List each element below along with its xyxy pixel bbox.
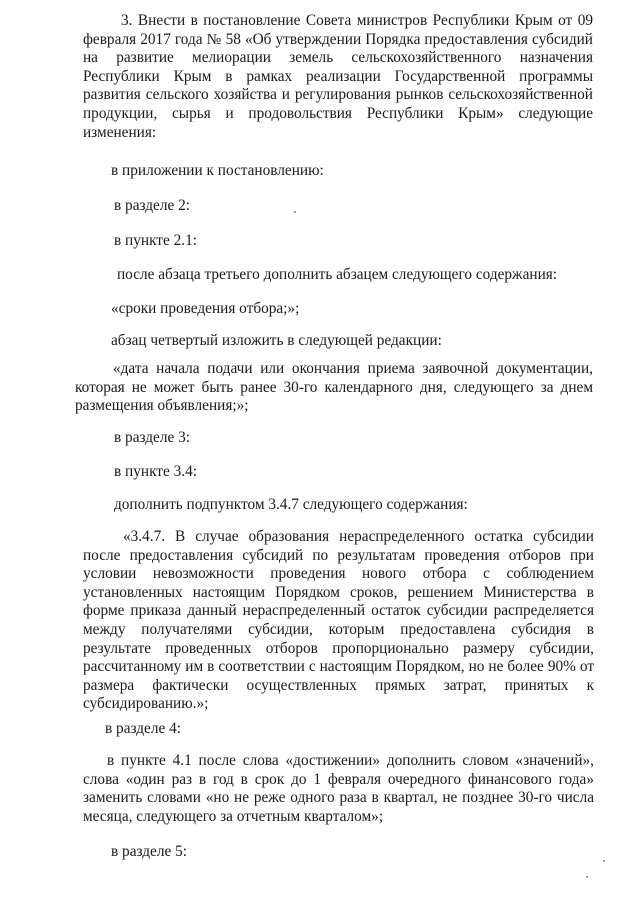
paragraph-selection-deadlines: «сроки проведения отбора;»; [111,300,300,317]
paragraph-add-subpoint-3-4-7: дополнить подпунктом 3.4.7 следующего содержания: [114,496,468,513]
paragraph-item-3-amendment-intro: 3. Внести в постановление Совета министров Республики Крым от 09 февраля 2017 года № 58 «Об утверждении Порядка предоставления субсидий на развитие мелиорации земель сельскохозяйственного назначения Республики Крым в рамках реализации Государственной программы развития сельского хозяйства и регулирования рынков сельскохозяйственной продукции, сырья и продовольствия Республики Крым» следующие изменения: [83,12,593,141]
paragraph-point-4-1-amendment: в пункте 4.1 после слова «достижении» дополнить словом «значений», слова «один раз в год в срок до 1 февраля очередного финансового года» заменить словами «но не реже одного раза в квартал, не позднее 30-го числа месяца, следующего за отчетным кварталом»; [83,752,594,825]
paragraph-application-dates: «дата начала подачи или окончания приема заявочной документации, которая не может быть ранее 30-го календарного дня, следующего за днем размещения объявления;»; [75,360,593,415]
scan-speck [603,860,605,862]
paragraph-annex-reference: в приложении к постановлению: [111,162,324,179]
paragraph-add-after-third: после абзаца третьего дополнить абзацем следующего содержания: [117,266,558,283]
paragraph-point-3-4: в пункте 3.4: [114,463,197,480]
paragraph-fourth-paragraph-edit: абзац четвертый изложить в следующей редакции: [111,332,442,349]
scan-speck [586,876,588,878]
paragraph-section-4: в разделе 4: [105,720,181,737]
paragraph-section-3: в разделе 3: [114,429,190,446]
paragraph-subpoint-3-4-7-text: «3.4.7. В случае образования нераспределенного остатка субсидии после предоставления субсидий по результатам проведения отборов при условии невозможности проведения нового отбора с соблюдением установленных настоящим Порядком сроков, решением Министерства в форме приказа данный нераспределенный остаток субсидии распределяется между получателями субсидии, которым предоставлена субсидия в результате проведенных отборов пропорционально размеру субсидии, рассчитанному им в соответствии с настоящим Порядком, но не более 90% от размера фактически осуществленных прямых затрат, принятых к субсидированию.»; [83,528,594,713]
paragraph-section-5: в разделе 5: [111,843,187,860]
paragraph-section-2: в разделе 2: [114,197,190,214]
paragraph-point-2-1: в пункте 2.1: [114,232,197,249]
scan-speck [294,211,296,213]
